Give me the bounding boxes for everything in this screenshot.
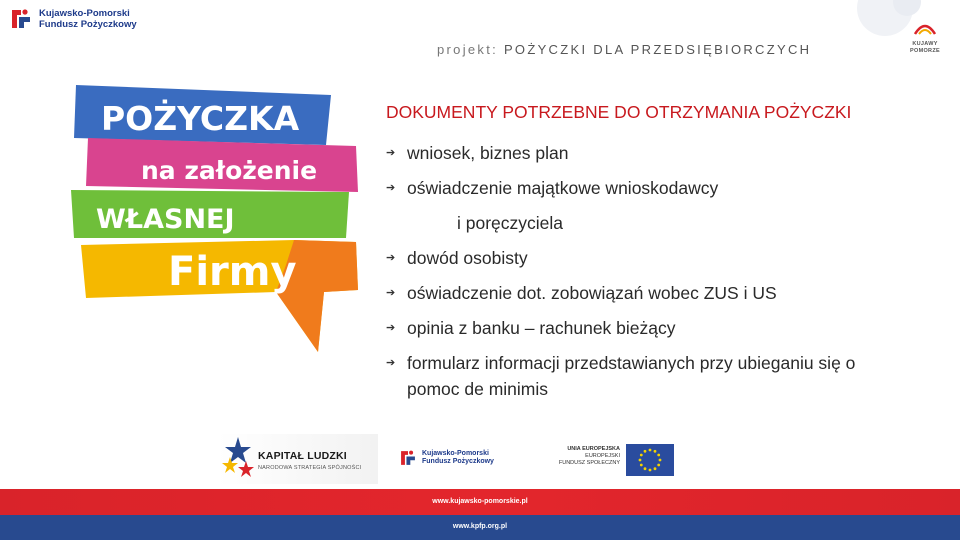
brand-name-line2: Fundusz Pożyczkowy <box>39 19 137 30</box>
eu-caption <box>548 446 620 467</box>
kpfp-partner-logo <box>398 448 494 468</box>
list-item <box>386 280 906 307</box>
list-item-text: opinia z banku – rachunek bieżący <box>407 318 676 338</box>
eu-caption-line3: FUNDUSZ SPOŁECZNY <box>558 460 620 466</box>
kujawy-pomorze-line2: POMORZE <box>910 47 940 54</box>
list-item-text: oświadczenie majątkowe wnioskodawcy <box>407 178 719 198</box>
eu-caption-line1: UNIA EUROPEJSKA <box>567 446 620 452</box>
banner-text-3: WŁASNEJ <box>96 204 235 235</box>
eu-caption-line2: EUROPEJSKI <box>585 453 620 459</box>
arrow-right-icon: ➔ <box>386 182 396 194</box>
kapital-ludzki-title: KAPITAŁ LUDZKI <box>258 450 347 462</box>
list-item <box>386 140 906 167</box>
list-item <box>386 315 906 342</box>
eu-flag-icon <box>626 444 674 476</box>
footer-link-kpfp[interactable]: www.kpfp.org.pl <box>452 523 508 530</box>
list-item-text: wniosek, biznes plan <box>407 143 569 163</box>
kapital-ludzki-stars-icon <box>220 435 256 483</box>
list-item <box>386 350 906 402</box>
project-prefix: projekt: <box>437 42 499 57</box>
brand-name-line1: Kujawsko-Pomorski <box>39 8 130 19</box>
brand-logo <box>8 6 137 32</box>
list-item <box>386 175 906 237</box>
list-item-text: oświadczenie dot. zobowiązań wobec ZUS i US <box>407 283 777 303</box>
banner-text-4: Firmy <box>168 249 297 295</box>
kujawy-pomorze-line1: KUJAWY <box>912 41 938 47</box>
kujawy-pomorze-emblem-icon <box>913 22 937 36</box>
kpfp-partner-line2: Fundusz Pożyczkowy <box>422 458 494 465</box>
footer-blue-bar <box>0 515 960 540</box>
arrow-right-icon: ➔ <box>386 357 396 369</box>
footer-link-kujawsko-pomorskie[interactable]: www.kujawsko-pomorskie.pl <box>432 498 528 505</box>
banner-text-2: na założenie <box>141 156 318 185</box>
project-title <box>437 42 811 57</box>
list-item <box>386 245 906 272</box>
arrow-right-icon: ➔ <box>386 287 396 299</box>
list-item-continuation: i poręczyciela <box>457 213 564 233</box>
arrow-right-icon: ➔ <box>386 147 396 159</box>
footer-red-bar <box>0 489 960 515</box>
kapital-ludzki-logo <box>218 434 378 484</box>
list-item-text: dowód osobisty <box>407 248 528 268</box>
kpfp-logo-icon <box>398 448 418 468</box>
banner-text-1: POŻYCZKA <box>101 99 300 138</box>
partner-logos-strip <box>218 434 678 484</box>
list-item-text: formularz informacji przedstawianych przy ubieganiu się o pomoc de minimis <box>407 353 856 399</box>
loan-banner-graphic <box>66 80 366 355</box>
arrow-right-icon: ➔ <box>386 252 396 264</box>
arrow-right-icon: ➔ <box>386 322 396 334</box>
documents-title: DOKUMENTY POTRZEBNE DO OTRZYMANIA POŻYCZKI <box>386 102 852 122</box>
kapital-ludzki-subtitle: NARODOWA STRATEGIA SPÓJNOŚCI <box>258 465 362 471</box>
documents-list <box>386 140 906 410</box>
project-name: POŻYCZKI DLA PRZEDSIĘBIORCZYCH <box>503 42 812 57</box>
kpfp-partner-line1: Kujawsko-Pomorski <box>422 449 489 457</box>
kpfp-logo-icon <box>8 6 34 32</box>
kujawy-pomorze-logo <box>904 22 946 54</box>
